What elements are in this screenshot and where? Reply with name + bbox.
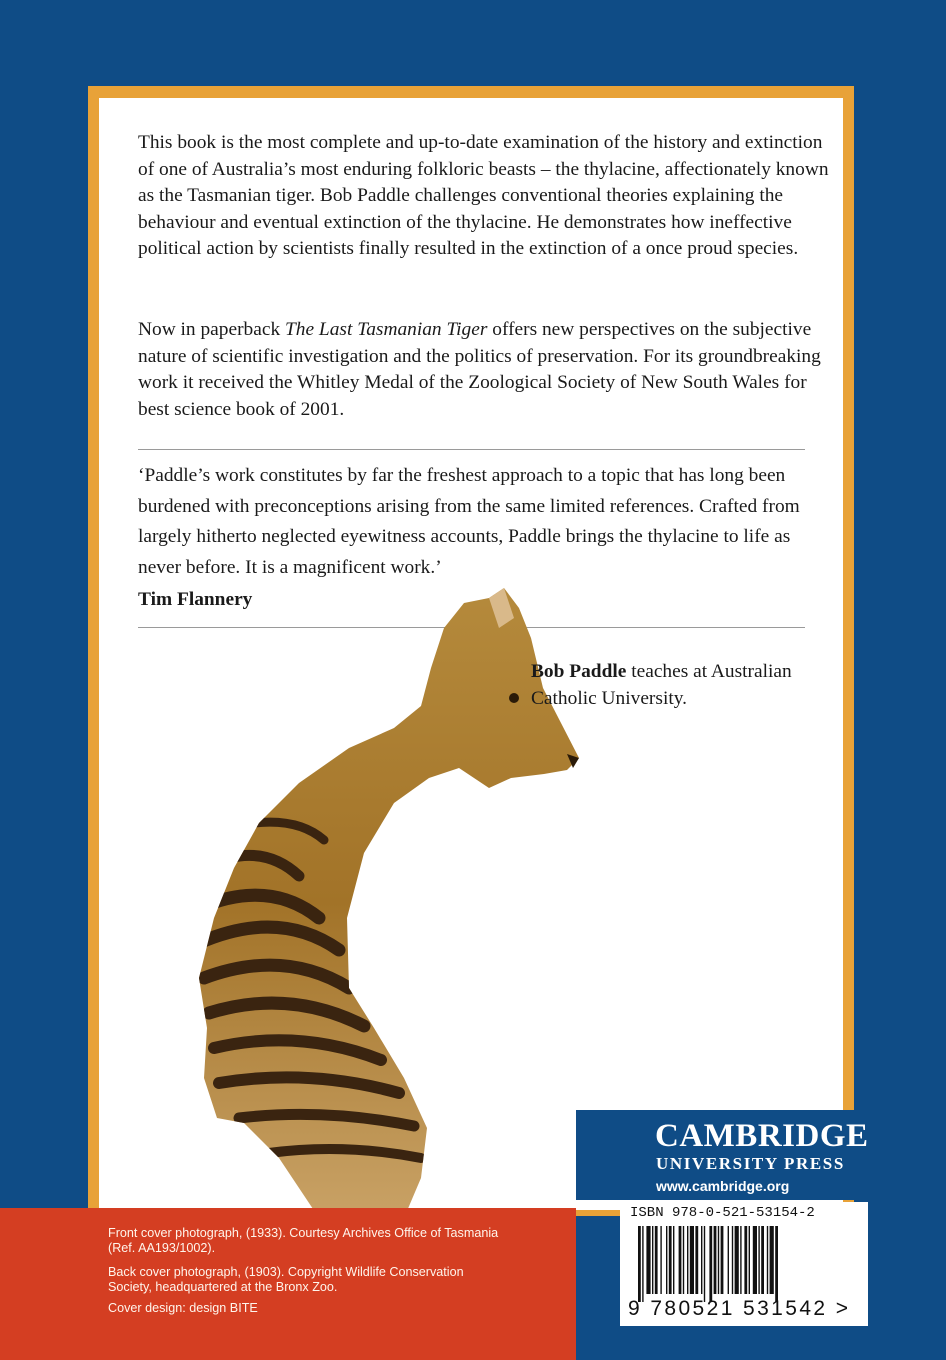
barcode-bar — [704, 1226, 705, 1302]
barcode-bar — [669, 1226, 672, 1294]
photo-credits-box — [0, 1208, 576, 1360]
barcode-bar — [770, 1226, 774, 1294]
blurb-paragraph-1: This book is the most complete and up-to-date examination of the history and extinction of one of Australia’s most enduring folkloric beasts – the thylacine, affectionately known as the Tasmanian tiger. Bob Paddle challenges conventional theories explaining the behaviour and eventual extinction of the thylacine. He demonstrates how ineffective political action by scientists finally resulted in the extinction of a once proud species. — [138, 132, 829, 260]
author-bio-text: teaches at Australian Catholic University. — [531, 661, 792, 709]
back-cover-panel — [99, 98, 843, 1210]
barcode-bar — [646, 1226, 650, 1294]
barcode-bar — [732, 1226, 733, 1294]
publisher-block — [576, 1110, 946, 1200]
barcode-bar — [740, 1226, 741, 1294]
thylacine-body — [199, 588, 579, 1210]
barcode-bar — [709, 1226, 712, 1302]
barcode-bar — [714, 1226, 717, 1294]
barcode-bar — [660, 1226, 661, 1294]
barcode-bar — [687, 1226, 688, 1294]
barcode-bar — [666, 1226, 667, 1294]
barcode-digits: 9 780521 531542 > — [628, 1297, 851, 1320]
back-cover-credit: Back cover photograph, (1903). Copyright Wildlife Conservation Society, headquartered at the Bronx Zoo. — [108, 1265, 464, 1295]
barcode-bar — [673, 1226, 674, 1294]
barcode-bar — [695, 1226, 698, 1294]
isbn-label: ISBN 978-0-521-53154-2 — [630, 1205, 815, 1221]
barcode-bar — [701, 1226, 702, 1294]
barcode-bar — [758, 1226, 759, 1294]
publisher-subtitle: UNIVERSITY PRESS — [656, 1154, 845, 1173]
review-quote: ‘Paddle’s work constitutes by far the freshest approach to a topic that has long been burdened with preconceptions arising from the same limited references. Crafted from largely hitherto neglected eyewitness accounts, Paddle brings the thylacine to life as never before. It is a magnificent work.’ — [138, 465, 800, 578]
barcode-bar — [638, 1226, 641, 1302]
barcode-bar — [728, 1226, 729, 1294]
barcode-bar — [749, 1226, 750, 1294]
blurb-paragraph-2-prefix: Now in paperback — [138, 319, 285, 340]
book-title: The Last Tasmanian Tiger — [285, 319, 488, 340]
blurb-paragraph-2 — [138, 317, 838, 423]
review-author: Tim Flannery — [138, 589, 253, 610]
front-cover-credit: Front cover photograph, (1933). Courtesy Archives Office of Tasmania (Ref. AA193/1002). — [108, 1226, 499, 1256]
barcode-bar — [655, 1226, 658, 1294]
barcode-bar — [761, 1226, 764, 1294]
cover-design-credit: Cover design: design BITE — [108, 1301, 258, 1315]
barcode-bar — [690, 1226, 694, 1294]
barcode-bar — [679, 1226, 682, 1294]
barcode-bar — [735, 1226, 739, 1294]
thylacine-photo — [159, 578, 579, 1210]
publisher-name: CAMBRIDGE — [655, 1118, 869, 1154]
publisher-url: www.cambridge.org — [656, 1178, 790, 1194]
blurb-paragraph-2-rest: offers new perspectives on the subjective nature of scientific investigation and the politics of preservation. For its groundbreaking work it received the Whitley Medal of the Zoological Society of New South Wales for best science book of 2001. — [138, 319, 821, 420]
author-bio — [531, 659, 831, 712]
barcode-bar — [652, 1226, 653, 1294]
barcode-bar — [767, 1226, 768, 1294]
barcode-bar — [683, 1226, 684, 1294]
barcode-bar — [642, 1226, 643, 1302]
author-name: Bob Paddle — [531, 661, 627, 682]
barcode-bar — [744, 1226, 747, 1294]
divider-top — [138, 449, 805, 450]
isbn-barcode — [620, 1202, 868, 1326]
barcode-bar — [753, 1226, 757, 1294]
barcode-bar — [775, 1226, 778, 1302]
barcode-bar — [721, 1226, 724, 1294]
barcode-bar — [718, 1226, 719, 1294]
